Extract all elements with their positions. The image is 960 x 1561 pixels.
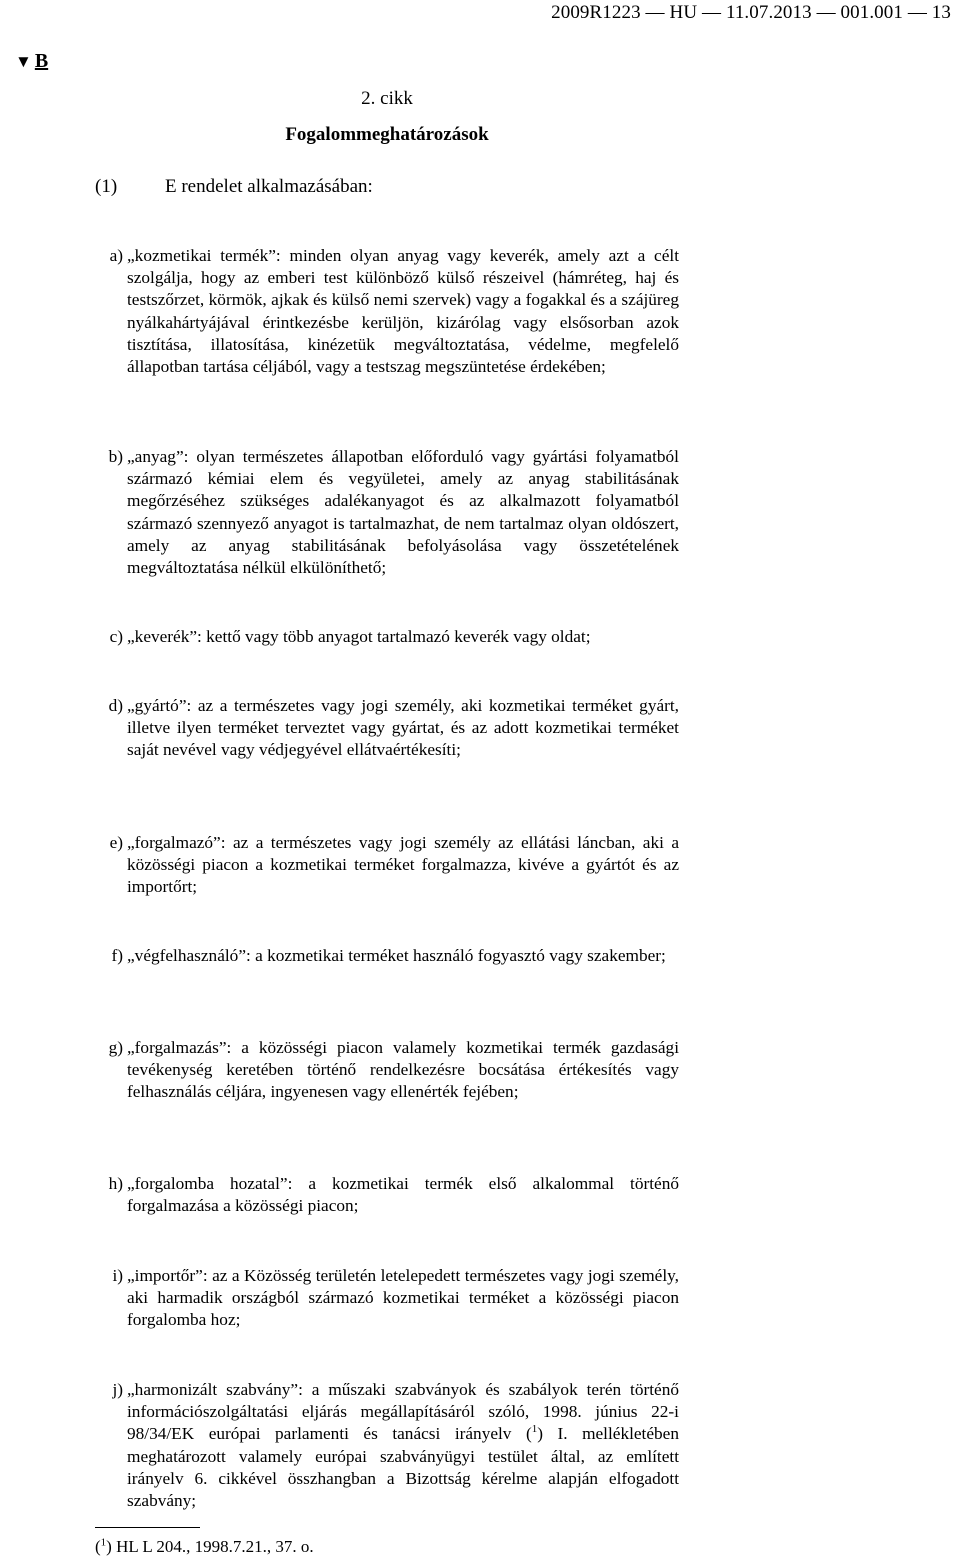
document-header: 2009R1223 — HU — 11.07.2013 — 001.001 — 13 <box>551 2 951 23</box>
definition-item-g <box>95 1037 679 1104</box>
footnote <box>95 1537 314 1557</box>
definition-item-c <box>95 626 679 648</box>
triangle-down-icon: ▼ <box>15 52 32 71</box>
footnote-open-paren: ( <box>95 1537 101 1556</box>
definition-item-h <box>95 1173 679 1217</box>
definition-item-a <box>95 245 679 378</box>
definition-label: e) <box>109 833 123 852</box>
amendment-marker-letter: B <box>34 50 49 72</box>
definition-label: d) <box>108 696 123 715</box>
footnote-reference[interactable]: 1 <box>531 1423 538 1436</box>
footnote-number: 1 <box>100 1536 107 1549</box>
footnote-text: HL L 204., 1998.7.21., 37. o. <box>111 1537 314 1556</box>
paragraph-text: E rendelet alkalmazásában: <box>165 176 373 197</box>
footnote-close-paren: ) <box>106 1537 112 1556</box>
definition-item-f <box>95 945 679 967</box>
definition-text: : a kozmetikai termék első alkalommal történő forgalmazása a közösségi piacon; <box>127 1174 679 1216</box>
definition-item-i <box>95 1265 679 1332</box>
definition-term: „ kozmetikai termék ” <box>127 246 276 265</box>
definition-term: „ gyártó ” <box>127 696 187 715</box>
definition-label: b) <box>108 447 123 466</box>
definition-item-j <box>95 1379 679 1512</box>
amendment-marker[interactable] <box>15 50 48 73</box>
definition-text-before: : a műszaki szabványok és szabályok terén történő információszolgáltatási eljárás megállapításáról szóló, 1998. június 22-i 98/34/EK európai parlamenti és tanácsi irányelv ( <box>127 1380 679 1444</box>
article-title: Fogalommeghatározások <box>285 124 489 145</box>
definition-term: „ importőr ” <box>127 1266 203 1285</box>
definition-text: : a kozmetikai terméket használó fogyasztó vagy szakember; <box>245 946 666 965</box>
definition-term: „ forgalmazás ” <box>127 1038 226 1057</box>
definition-item-e <box>95 832 679 899</box>
definition-term: „ végfelhasználó ” <box>127 946 246 965</box>
definition-term: „ forgalmazó ” <box>127 833 221 852</box>
definition-label: j) <box>112 1380 123 1399</box>
definition-label: g) <box>108 1038 123 1057</box>
definition-item-b <box>95 446 679 579</box>
definition-term: „ forgalomba hozatal ” <box>127 1174 288 1193</box>
paragraph-number: (1) <box>95 176 118 197</box>
article-number: 2. cikk <box>361 88 413 109</box>
definition-text: : minden olyan anyag vagy keverék, amely azt a célt szolgálja, hogy az emberi test különböző külső részeivel (hámréteg, haj és testszőrzet, körmök, ajkak és külső nemi szervek) vagy a fogakkal és a szájüreg nyálkahártyájával érintkezésbe kerüljön, kizárólag vagy elsősorban azok tisztítása, illatosítása, kinézetük megváltoztatása, védelme, megfelelő állapotban tartása céljából, vagy a testszag megszüntetése érdekében; <box>127 246 679 377</box>
definition-label: i) <box>112 1266 123 1285</box>
definition-text: : a közösségi piacon valamely kozmetikai termék gazdasági tevékenység keretében történő rendelkezésre bocsátása értékesítés vagy felhasználás céljára, ingyenesen vagy ellenérték fejében; <box>127 1038 679 1102</box>
definition-term: „ harmonizált szabvány ” <box>127 1380 298 1399</box>
definition-term: „ anyag ” <box>127 447 184 466</box>
definition-text: : az a Közösség területén letelepedett természetes vagy jogi személy, aki harmadik országból származó kozmetikai terméket a közösségi piacon forgalomba hoz; <box>127 1266 679 1330</box>
definition-label: h) <box>108 1174 123 1193</box>
paragraph-intro <box>95 176 373 198</box>
footnote-divider <box>95 1527 200 1528</box>
definition-label: c) <box>109 627 123 646</box>
definition-text: : az a természetes vagy jogi személy az ellátási láncban, aki a közösségi piacon a kozmetikai terméket forgalmazza, kivéve a gyártót és az importőrt; <box>127 833 679 897</box>
definition-text-after: ) I. mellékletében meghatározott valamely európai szabványügyi testület által, az említett irányelv 6. cikkével összhangban a Bizottság kérelme alapján elfogadott szabvány; <box>127 1424 679 1511</box>
definition-term: „ keverék ” <box>127 627 197 646</box>
definition-text: : az a természetes vagy jogi személy, aki kozmetikai terméket gyárt, illetve ilyen terméket terveztet vagy gyártat, és az adott kozmetikai terméket saját nevével vagy védjegyével ellátvaértékesíti; <box>127 696 679 760</box>
definition-text: : kettő vagy több anyagot tartalmazó keverék vagy oldat; <box>197 627 591 646</box>
definition-label: a) <box>109 246 123 265</box>
definition-text: : olyan természetes állapotban előforduló vagy gyártási folyamatból származó kémiai elem és vegyületei, amely az anyag stabilitásának megőrzéséhez szükséges adalékanyagot és az alkalmazott folyamatból származó szennyező anyagot is tartalmazhat, de nem tartalmaz olyan oldószert, amely az anyag stabilitásának befolyásolása vagy összetételének megváltoztatása nélkül elkülöníthető; <box>127 447 679 578</box>
definition-item-d <box>95 695 679 762</box>
definition-label: f) <box>111 946 123 965</box>
